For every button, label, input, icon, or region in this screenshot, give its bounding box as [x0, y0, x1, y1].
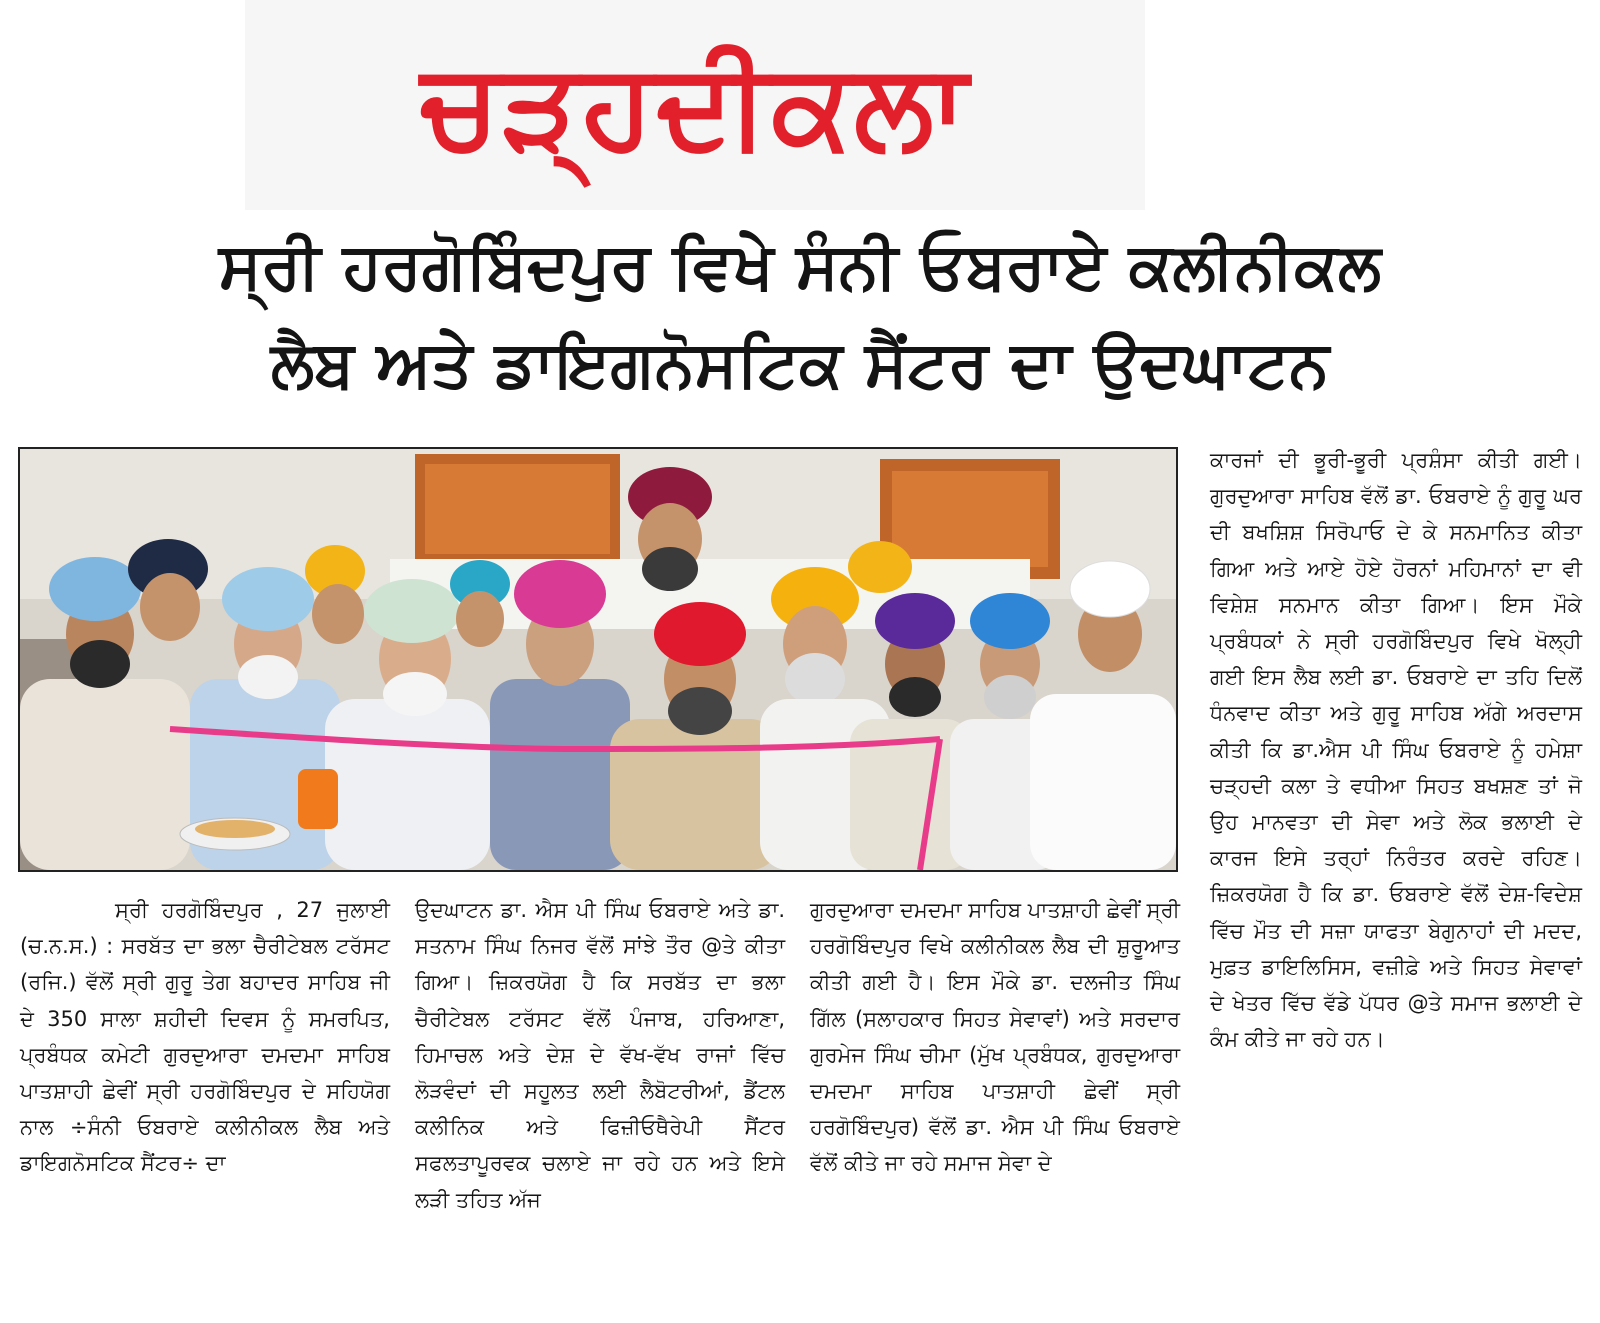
article-column-4 — [1210, 442, 1582, 1057]
article-column-2 — [415, 892, 785, 1218]
article-column-3 — [810, 892, 1180, 1182]
article-text-1: ਸ੍ਰੀ ਹਰਗੋਬਿੰਦਪੁਰ , 27 ਜੁਲਾਈ (ਚ.ਨ.ਸ.) : ਸਰਬੱਤ ਦਾ ਭਲਾ ਚੈਰੀਟੇਬਲ ਟਰੱਸਟ (ਰਜਿ.) ਵੱਲੋਂ ਸ੍ਰੀ ਗੁਰੂ ਤੇਗ ਬਹਾਦਰ ਸਾਹਿਬ ਜੀ ਦੇ 350 ਸਾਲਾ ਸ਼ਹੀਦੀ ਦਿਵਸ ਨੂੰ ਸਮਰਪਿਤ, ਪ੍ਰਬੰਧਕ ਕਮੇਟੀ ਗੁਰਦੁਆਰਾ ਦਮਦਮਾ ਸਾਹਿਬ ਪਾਤਸ਼ਾਹੀ ਛੇਵੀਂ ਸ੍ਰੀ ਹਰਗੋਬਿੰਦਪੁਰ ਦੇ ਸਹਿਯੋਗ ਨਾਲ ÷ਸੰਨੀ ਓਬਰਾਏ ਕਲੀਨੀਕਲ ਲੈਬ ਅਤੇ ਡਾਇਗਨੋਸਟਿਕ ਸੈਂਟਰ÷ ਦਾ — [20, 898, 390, 1176]
headline — [20, 218, 1580, 414]
article-text-4: ਕਾਰਜਾਂ ਦੀ ਭੂਰੀ-ਭੂਰੀ ਪ੍ਰਸ਼ੰਸਾ ਕੀਤੀ ਗਈ। ਗੁਰਦੁਆਰਾ ਸਾਹਿਬ ਵੱਲੋਂ ਡਾ. ਓਬਰਾਏ ਨੂੰ ਗੁਰੂ ਘਰ ਦੀ ਬਖਸ਼ਿਸ਼ ਸਿਰੋਪਾਓ ਦੇ ਕੇ ਸਨਮਾਨਿਤ ਕੀਤਾ ਗਿਆ ਅਤੇ ਆਏ ਹੋਏ ਹੋਰਨਾਂ ਮਹਿਮਾਨਾਂ ਦਾ ਵੀ ਵਿਸ਼ੇਸ਼ ਸਨਮਾਨ ਕੀਤਾ ਗਿਆ। ਇਸ ਮੌਕੇ ਪ੍ਰਬੰਧਕਾਂ ਨੇ ਸ੍ਰੀ ਹਰਗੋਬਿੰਦਪੁਰ ਵਿਖੇ ਖੋਲ੍ਹੀ ਗਈ ਇਸ ਲੈਬ ਲਈ ਡਾ. ਓਬਰਾਏ ਦਾ ਤਹਿ ਦਿਲੋਂ ਧੰਨਵਾਦ ਕੀਤਾ ਅਤੇ ਗੁਰੂ ਸਾਹਿਬ ਅੱਗੇ ਅਰਦਾਸ ਕੀਤੀ ਕਿ ਡਾ.ਐਸ ਪੀ ਸਿੰਘ ਓਬਰਾਏ ਨੂੰ ਹਮੇਸ਼ਾ ਚੜ੍ਹਦੀ ਕਲਾ ਤੇ ਵਧੀਆ ਸਿਹਤ ਬਖਸ਼ਣ ਤਾਂ ਜੋ ਉਹ ਮਾਨਵਤਾ ਦੀ ਸੇਵਾ ਅਤੇ ਲੋਕ ਭਲਾਈ ਦੇ ਕਾਰਜ ਇਸੇ ਤਰ੍ਹਾਂ ਨਿਰੰਤਰ ਕਰਦੇ ਰਹਿਣ। ਜ਼ਿਕਰਯੋਗ ਹੈ ਕਿ ਡਾ. ਓਬਰਾਏ ਵੱਲੋਂ ਦੇਸ਼-ਵਿਦੇਸ਼ ਵਿੱਚ ਮੌਤ ਦੀ ਸਜ਼ਾ ਯਾਫਤਾ ਬੇਗੁਨਾਹਾਂ ਦੀ ਮਦਦ, ਮੁਫ਼ਤ ਡਾਇਲਿਸਿਸ, ਵਜ਼ੀਫ਼ੇ ਅਤੇ ਸਿਹਤ ਸੇਵਾਵਾਂ ਦੇ ਖੇਤਰ ਵਿੱਚ ਵੱਡੇ ਪੱਧਰ @ਤੇ ਸਮਾਜ ਭਲਾਈ ਦੇ ਕੰਮ ਕੀਤੇ ਜਾ ਰਹੇ ਹਨ। — [1210, 448, 1582, 1052]
article-text-2: ਉਦਘਾਟਨ ਡਾ. ਐਸ ਪੀ ਸਿੰਘ ਓਬਰਾਏ ਅਤੇ ਡਾ. ਸਤਨਾਮ ਸਿੰਘ ਨਿਜਰ ਵੱਲੋਂ ਸਾਂਝੇ ਤੌਰ @ਤੇ ਕੀਤਾ ਗਿਆ। ਜ਼ਿਕਰਯੋਗ ਹੈ ਕਿ ਸਰਬੱਤ ਦਾ ਭਲਾ ਚੈਰੀਟੇਬਲ ਟਰੱਸਟ ਵੱਲੋਂ ਪੰਜਾਬ, ਹਰਿਆਣਾ, ਹਿਮਾਚਲ ਅਤੇ ਦੇਸ਼ ਦੇ ਵੱਖ-ਵੱਖ ਰਾਜਾਂ ਵਿੱਚ ਲੋੜਵੰਦਾਂ ਦੀ ਸਹੂਲਤ ਲਈ ਲੈਬੋਟਰੀਆਂ, ਡੈਂਟਲ ਕਲੀਨਿਕ ਅਤੇ ਫਿਜ਼ੀਓਥੈਰੇਪੀ ਸੈਂਟਰ ਸਫਲਤਾਪੂਰਵਕ ਚਲਾਏ ਜਾ ਰਹੇ ਹਨ ਅਤੇ ਇਸੇ ਲੜੀ ਤਹਿਤ ਅੱਜ — [415, 898, 785, 1212]
article-text-3: ਗੁਰਦੁਆਰਾ ਦਮਦਮਾ ਸਾਹਿਬ ਪਾਤਸ਼ਾਹੀ ਛੇਵੀਂ ਸ੍ਰੀ ਹਰਗੋਬਿੰਦਪੁਰ ਵਿਖੇ ਕਲੀਨੀਕਲ ਲੈਬ ਦੀ ਸ਼ੁਰੂਆਤ ਕੀਤੀ ਗਈ ਹੈ। ਇਸ ਮੌਕੇ ਡਾ. ਦਲਜੀਤ ਸਿੰਘ ਗਿੱਲ (ਸਲਾਹਕਾਰ ਸਿਹਤ ਸੇਵਾਵਾਂ) ਅਤੇ ਸਰਦਾਰ ਗੁਰਮੇਜ ਸਿੰਘ ਚੀਮਾ (ਮੁੱਖ ਪ੍ਰਬੰਧਕ, ਗੁਰਦੁਆਰਾ ਦਮਦਮਾ ਸਾਹਿਬ ਪਾਤਸ਼ਾਹੀ ਛੇਵੀਂ ਸ੍ਰੀ ਹਰਗੋਬਿੰਦਪੁਰ) ਵੱਲੋਂ ਡਾ. ਐਸ ਪੀ ਸਿੰਘ ਓਬਰਾਏ ਵੱਲੋਂ ਕੀਤੇ ਜਾ ਰਹੇ ਸਮਾਜ ਸੇਵਾ ਦੇ — [810, 898, 1180, 1176]
newspaper-logo: ਚੜ੍ਹਦੀਕਲਾ — [420, 36, 970, 174]
article-column-1 — [20, 892, 390, 1182]
inauguration-photo — [20, 449, 1176, 870]
masthead — [245, 0, 1145, 210]
headline-line-1: ਸ੍ਰੀ ਹਰਗੋਬਿੰਦਪੁਰ ਵਿਖੇ ਸੰਨੀ ਓਬਰਾਏ ਕਲੀਨੀਕਲ — [218, 230, 1382, 304]
headline-line-2: ਲੈਬ ਅਤੇ ਡਾਇਗਨੋਸਟਿਕ ਸੈਂਟਰ ਦਾ ਉਦਘਾਟਨ — [270, 328, 1330, 402]
news-photo — [18, 447, 1178, 872]
